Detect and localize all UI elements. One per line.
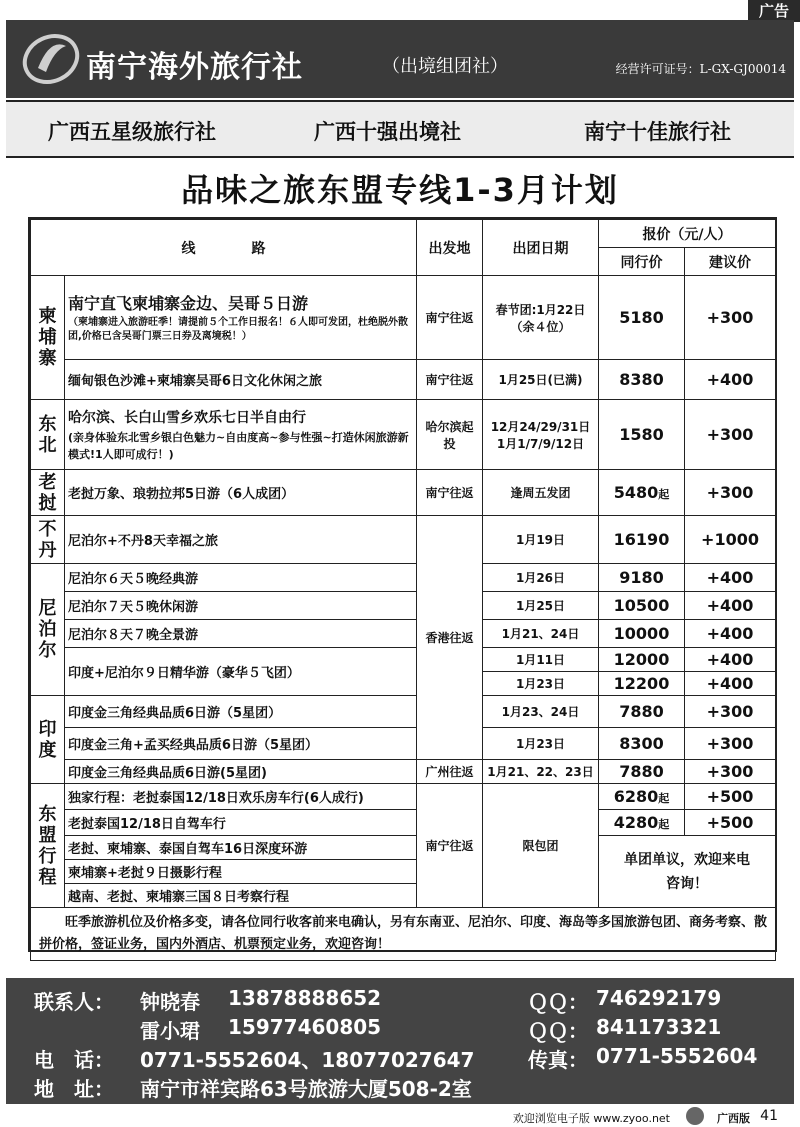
header-date: 出团日期 — [483, 220, 599, 276]
footer-edition: 广西版 — [717, 1112, 750, 1125]
peer-price-cell: 12000 — [599, 648, 685, 672]
suggested-price-cell: +300 — [685, 760, 776, 784]
route-cell: 老挝泰国12/18日自驾车行 — [65, 810, 417, 836]
price-value: 6280 — [613, 787, 659, 806]
route-cell: 尼泊尔+不丹8天幸福之旅 — [65, 516, 417, 564]
date-cell: 春节团:1月22日（余４位） — [483, 276, 599, 360]
date-cell: 1月25日 — [483, 592, 599, 620]
honor-3: 南宁十佳旅行社 — [584, 120, 731, 144]
date-cell: 1月25日(已满) — [483, 360, 599, 400]
suggested-price-cell: +500 — [685, 810, 776, 836]
date-cell: 1月23、24日 — [483, 696, 599, 728]
suggested-price-cell: +400 — [685, 592, 776, 620]
route-cell: 尼泊尔６天５晚经典游 — [65, 564, 417, 592]
license-number: 经营许可证号：L-GX-GJ00014 — [615, 62, 786, 76]
page-footer — [0, 1104, 800, 1127]
table-row — [31, 564, 776, 592]
table-row — [31, 836, 776, 860]
price-value: 5480 — [613, 483, 659, 502]
table-row — [31, 592, 776, 620]
date-cell: 1月21、22、23日 — [483, 760, 599, 784]
contact-panel — [6, 978, 794, 1104]
page-number: 41 — [760, 1108, 778, 1124]
header-suggested-price: 建议价 — [685, 248, 776, 276]
suggested-price-cell: +400 — [685, 360, 776, 400]
departure-cell: 南宁往返 — [417, 784, 483, 908]
header-peer-price: 同行价 — [599, 248, 685, 276]
header-departure: 出发地 — [417, 220, 483, 276]
tel-numbers: 0771-5552604、18077027647 — [140, 1048, 475, 1072]
suggested-price-cell: +400 — [685, 564, 776, 592]
route-note: (亲身体验东北雪乡银白色魅力~自由度高~参与性强~打造休闲旅游新模式!1人即可成行！) — [68, 430, 409, 461]
price-value: 4280 — [613, 813, 659, 832]
route-cell: 印度+尼泊尔９日精华游（豪华５飞团） — [65, 648, 417, 696]
header-route: 线 路 — [31, 220, 417, 276]
suggested-price-cell: +400 — [685, 620, 776, 648]
peer-price-cell: 12200 — [599, 672, 685, 696]
route-note: （柬埔寨进入旅游旺季！请提前５个工作日报名！６人即可发团，杜绝脱外散团,价格已含吴哥门票三日券及离境税！） — [68, 317, 408, 342]
date-cell: 1月23日 — [483, 728, 599, 760]
route-cell: 尼泊尔８天７晚全景游 — [65, 620, 417, 648]
qq-1: 746292179 — [596, 986, 722, 1010]
route-cell: 老挝万象、琅勃拉邦5日游（6人成团） — [65, 470, 417, 516]
qq-2: 841173321 — [596, 1015, 722, 1039]
company-header — [6, 20, 794, 98]
route-cell: 尼泊尔７天５晚休闲游 — [65, 592, 417, 620]
price-note-cell: 单团单议，欢迎来电咨询！ — [599, 836, 776, 908]
suggested-price-cell: +1000 — [685, 516, 776, 564]
peer-price-cell: 8300 — [599, 728, 685, 760]
contact-person-2: 雷小珺 — [140, 1019, 200, 1043]
peer-price-cell: 8380 — [599, 360, 685, 400]
departure-cell: 香港往返 — [417, 516, 483, 760]
route-cell — [65, 276, 417, 360]
region-cell: 老挝 — [31, 470, 65, 516]
qq-label: ＱＱ： — [528, 990, 588, 1014]
page-title: 品味之旅东盟专线1-3月计划 — [181, 171, 619, 209]
date-cell: 1月19日 — [483, 516, 599, 564]
contact-phone-1: 13878888652 — [228, 986, 382, 1010]
departure-cell: 广州往返 — [417, 760, 483, 784]
suggested-price-cell: +500 — [685, 784, 776, 810]
company-name: 南宁海外旅行社 — [86, 50, 303, 85]
qq-label-2: ＱＱ： — [528, 1019, 588, 1043]
region-cell: 不丹 — [31, 516, 65, 564]
table-row — [31, 648, 776, 672]
date-cell: 1月21、24日 — [483, 620, 599, 648]
company-logo-icon — [20, 28, 82, 90]
address: 南宁市祥宾路63号旅游大厦508-2室 — [140, 1077, 472, 1101]
table-header-row — [31, 220, 776, 248]
date-cell: 逢周五发团 — [483, 470, 599, 516]
route-cell: 老挝、柬埔寨、泰国自驾车16日深度环游 — [65, 836, 417, 860]
table-row — [31, 784, 776, 810]
fax-number: 0771-5552604 — [596, 1044, 758, 1068]
contact-phone-2: 15977460805 — [228, 1015, 382, 1039]
honors-bar — [6, 100, 794, 158]
departure-cell: 南宁往返 — [417, 360, 483, 400]
peer-price-cell — [599, 784, 685, 810]
date-cell: 1月23日 — [483, 672, 599, 696]
table-footnote: 旺季旅游机位及价格多变，请各位同行收客前来电确认，另有东南亚、尼泊尔、印度、海岛等多国旅游包团、商务考察、散拼价格，签证业务，国内外酒店、机票预定业务，欢迎咨询！ — [31, 908, 776, 961]
peer-price-cell — [599, 470, 685, 516]
edition-badge-icon — [686, 1107, 704, 1125]
table-row — [31, 360, 776, 400]
route-cell: 越南、老挝、柬埔寨三国８日考察行程 — [65, 884, 417, 908]
suggested-price-cell: +300 — [685, 696, 776, 728]
address-label: 地 址： — [34, 1077, 114, 1101]
peer-price-cell — [599, 810, 685, 836]
region-cell: 东盟行程 — [31, 784, 65, 908]
tel-label: 电 话： — [34, 1048, 114, 1072]
peer-price-cell: 10000 — [599, 620, 685, 648]
route-cell: 缅甸银色沙滩+柬埔寨吴哥6日文化休闲之旅 — [65, 360, 417, 400]
honor-2: 广西十强出境社 — [314, 120, 461, 144]
price-suffix: 起 — [658, 818, 670, 831]
departure-cell: 哈尔滨起投 — [417, 400, 483, 470]
table-row — [31, 810, 776, 836]
company-subtitle: （出境组团社） — [382, 56, 508, 77]
date-cell: 限包团 — [483, 784, 599, 908]
route-title: 南宁直飞柬埔寨金边、吴哥５日游 — [68, 294, 309, 313]
peer-price-cell: 1580 — [599, 400, 685, 470]
suggested-price-cell: +300 — [685, 400, 776, 470]
suggested-price-cell: +300 — [685, 470, 776, 516]
route-cell: 柬埔寨+老挝９日摄影行程 — [65, 860, 417, 884]
peer-price-cell: 7880 — [599, 760, 685, 784]
departure-cell: 南宁往返 — [417, 276, 483, 360]
suggested-price-cell: +400 — [685, 672, 776, 696]
honor-1: 广西五星级旅行社 — [48, 120, 216, 144]
suggested-price-cell: +300 — [685, 276, 776, 360]
table-row — [31, 760, 776, 784]
table-row — [31, 516, 776, 564]
departure-cell: 南宁往返 — [417, 470, 483, 516]
region-cell: 柬埔寨 — [31, 276, 65, 400]
footnote-row — [31, 908, 776, 961]
suggested-price-cell: +400 — [685, 648, 776, 672]
table-row — [31, 400, 776, 470]
price-suffix: 起 — [658, 792, 670, 805]
route-cell: 印度金三角+孟买经典品质6日游（5星团） — [65, 728, 417, 760]
table-row — [31, 470, 776, 516]
table-row — [31, 728, 776, 760]
peer-price-cell: 16190 — [599, 516, 685, 564]
fax-label: 传真： — [528, 1048, 588, 1072]
peer-price-cell: 10500 — [599, 592, 685, 620]
header-price-group: 报价（元/人） — [599, 220, 776, 248]
footer-welcome: 欢迎浏览电子版 www.zyoo.net — [512, 1112, 670, 1125]
date-cell: 1月11日 — [483, 648, 599, 672]
region-cell: 尼泊尔 — [31, 564, 65, 696]
table-row — [31, 620, 776, 648]
route-cell: 独家行程：老挝泰国12/18日欢乐房车行(6人成行) — [65, 784, 417, 810]
ad-tag: 广告 — [748, 0, 800, 22]
suggested-price-cell: +300 — [685, 728, 776, 760]
table-row — [31, 696, 776, 728]
region-cell: 东北 — [31, 400, 65, 470]
date-cell: 12月24/29/31日 1月1/7/9/12日 — [483, 400, 599, 470]
table-row — [31, 276, 776, 360]
price-suffix: 起 — [658, 488, 670, 501]
peer-price-cell: 7880 — [599, 696, 685, 728]
route-cell: 印度金三角经典品质6日游（5星团） — [65, 696, 417, 728]
region-cell: 印度 — [31, 696, 65, 784]
route-title: 哈尔滨、长白山雪乡欢乐七日半自由行 — [68, 409, 306, 426]
peer-price-cell: 9180 — [599, 564, 685, 592]
route-cell: 印度金三角经典品质6日游(5星团) — [65, 760, 417, 784]
contact-person-1: 钟晓春 — [140, 990, 200, 1014]
route-cell — [65, 400, 417, 470]
contact-label: 联系人： — [34, 990, 114, 1014]
peer-price-cell: 5180 — [599, 276, 685, 360]
itinerary-table — [28, 217, 777, 952]
date-cell: 1月26日 — [483, 564, 599, 592]
